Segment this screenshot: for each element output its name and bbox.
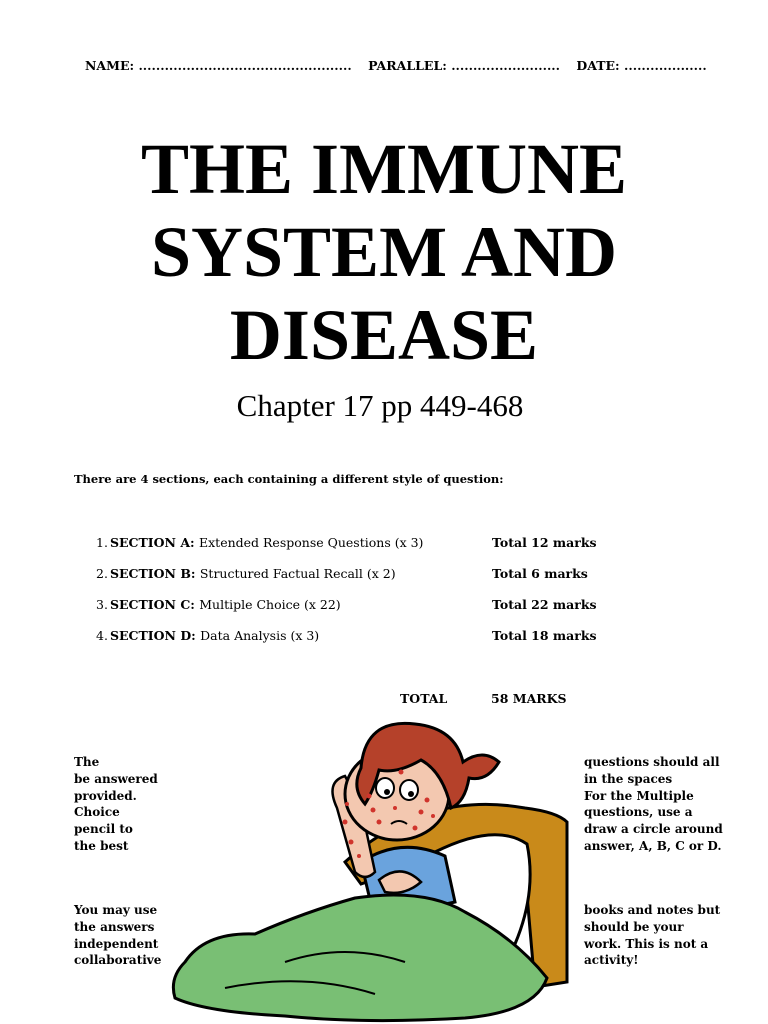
text-line: in the spaces — [584, 771, 673, 786]
section-name: SECTION A: — [110, 535, 195, 550]
section-number: 2. — [96, 566, 108, 581]
text-line: pencil to — [74, 822, 133, 837]
text-line: questions should all — [584, 755, 720, 769]
section-item — [96, 535, 656, 566]
date-field[interactable]: DATE: ................... — [576, 58, 707, 73]
total-value: 58 MARKS — [491, 691, 567, 706]
chapter-subtitle: Chapter 17 pp 449-468 — [236, 388, 524, 423]
section-total: Total 22 marks — [492, 597, 597, 612]
section-number: 3. — [96, 597, 108, 612]
text-line: the best — [74, 838, 129, 853]
text-line: Choice — [74, 805, 120, 820]
sick-child-in-bed-illustration — [165, 712, 575, 1024]
title-line-1: THE IMMUNE — [141, 129, 627, 209]
left-pupil — [384, 789, 390, 795]
section-item — [96, 566, 656, 597]
text-line: independent — [74, 936, 159, 951]
right-eye — [400, 780, 418, 800]
right-pupil — [408, 791, 414, 797]
intro-text: There are 4 sections, each containing a different style of question: — [74, 472, 504, 486]
grand-total — [400, 691, 567, 706]
text-line: The — [74, 755, 100, 769]
section-item — [96, 628, 656, 659]
left-eye — [376, 778, 394, 798]
section-description: Structured Factual Recall (x 2) — [199, 566, 396, 581]
text-line: work. This is not a — [584, 936, 709, 951]
title-line-2: SYSTEM AND — [150, 212, 618, 292]
text-line: For the Multiple — [584, 788, 694, 803]
section-description: Data Analysis (x 3) — [200, 628, 320, 643]
section-list — [96, 535, 656, 659]
section-name: SECTION D: — [110, 628, 196, 643]
name-field[interactable]: NAME: ................................................. — [85, 58, 352, 73]
text-line: should be your — [584, 919, 684, 934]
text-line: activity! — [584, 953, 639, 968]
section-description: Multiple Choice (x 22) — [199, 597, 341, 612]
section-name: SECTION C: — [110, 597, 195, 612]
instructions-left-1 — [74, 754, 158, 855]
parallel-field[interactable]: PARALLEL: ......................... — [368, 58, 560, 73]
instructions-right-1 — [584, 754, 723, 855]
text-line: You may use — [74, 903, 158, 917]
instructions-right-2 — [584, 902, 720, 969]
section-number: 1. — [96, 535, 108, 550]
student-info-header — [85, 58, 705, 73]
section-description: Extended Response Questions (x 3) — [199, 535, 424, 550]
section-total: Total 6 marks — [492, 566, 588, 581]
page-title — [0, 128, 768, 377]
text-line: the answers — [74, 919, 155, 934]
text-line: answer, A, B, C or D. — [584, 838, 722, 853]
section-total: Total 12 marks — [492, 535, 597, 550]
section-number: 4. — [96, 628, 108, 643]
text-line: draw a circle around — [584, 822, 723, 837]
section-name: SECTION B: — [110, 566, 196, 581]
text-line: collaborative — [74, 953, 162, 968]
text-line: questions, use a — [584, 805, 693, 820]
instructions-left-2 — [74, 902, 161, 969]
text-line: provided. — [74, 788, 137, 803]
section-total: Total 18 marks — [492, 628, 597, 643]
title-line-3: DISEASE — [229, 295, 539, 375]
section-item — [96, 597, 656, 628]
total-label: TOTAL — [400, 691, 448, 706]
text-line: books and notes but — [584, 903, 721, 917]
text-line: be answered — [74, 771, 158, 786]
